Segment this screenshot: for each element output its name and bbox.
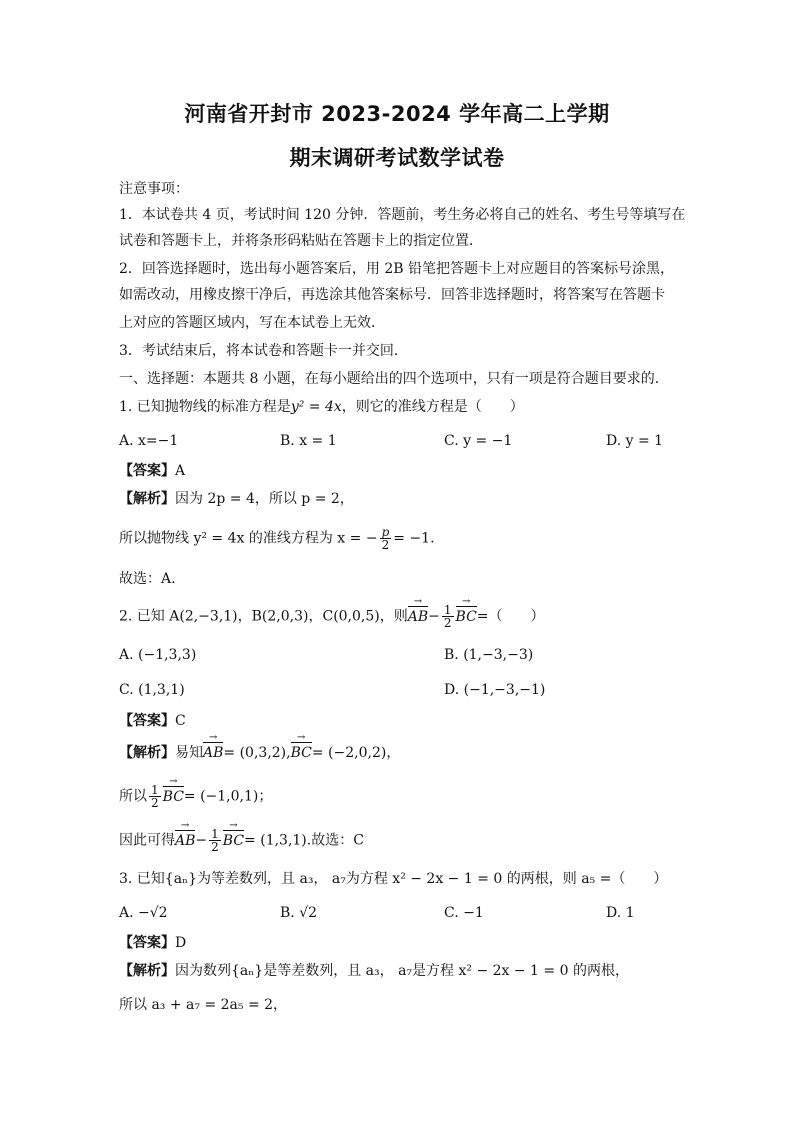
q1-equation: y² = 4x (290, 399, 342, 415)
q1-option-a: A. x=−1 (119, 433, 179, 449)
q2-option-a: A. (−1,3,3) (119, 647, 197, 663)
q1-analysis-1: 【解析】因为 2p = 4，所以 p = 2， (119, 491, 354, 507)
q2-analysis-3: 因此可得AB →− $\frac{1}{2}$ BC →= (1,3,1).故选：C (119, 828, 364, 853)
exam-title-line2: 期末调研考试数学试卷 (289, 146, 505, 170)
q3-analysis-2: 所以 a₃ + a₇ = 2a₅ = 2， (119, 997, 288, 1013)
q3-answer: 【答案】D (119, 935, 187, 951)
q1-option-d: D. y = 1 (606, 433, 664, 449)
q2-answer: 【答案】C (119, 713, 186, 729)
q3-option-b: B. √2 (280, 905, 318, 921)
q1-answer: 【答案】A (119, 463, 186, 479)
q3-option-c: C. −1 (444, 905, 484, 921)
q1-stem: 1. 已知抛物线的标准方程是y² = 4x，则它的准线方程是（ ） (119, 399, 524, 415)
note-3: 3．考试结束后，将本试卷和答题卡一并交回． (119, 343, 408, 359)
note-2-line-c: 上对应的答题区域内，写在本试卷上无效． (119, 315, 385, 331)
q2-analysis-1: 【解析】易知AB →= (0,3,2),BC →= (−2,0,2)， (119, 744, 400, 762)
q2-option-d: D. (−1,−3,−1) (444, 682, 546, 698)
q2-stem: 2. 已知 A(2,−3,1)，B(2,0,3)，C(0,0,5)，则AB →− $\frac{1}{2}$ BC →=（ ） (119, 604, 545, 629)
q1-analysis-2: 所以抛物线 y² = 4x 的准线方程为 x = − $\frac{p}{2}$ = −1. (119, 525, 435, 552)
exam-title-line1: 河南省开封市 2023-2024 学年高二上学期 (184, 102, 610, 126)
q2-analysis-2: 所以 $\frac{1}{2}$ BC →= (−1,0,1)； (119, 784, 272, 809)
note-1-line-a: 1．本试卷共 4 页，考试时间 120 分钟．答题前，考生务必将自己的姓名、考生号等填写在 (119, 207, 686, 223)
q3-stem: 3. 已知{aₙ}为等差数列，且 a₃， a₇为方程 x² − 2x − 1 = 0 的两根，则 a₅ =（ ） (119, 871, 668, 887)
q3-option-a: A. −√2 (119, 905, 168, 921)
note-2-line-a: 2．回答选择题时，选出每小题答案后，用 2B 铅笔把答题卡上对应题目的答案标号涂黑， (119, 261, 675, 277)
note-1-line-b: 试卷和答题卡上，并将条形码粘贴在答题卡上的指定位置． (119, 233, 483, 249)
q1-fraction: $\frac{p}{2}$ (381, 525, 390, 552)
q1-option-b: B. x = 1 (280, 433, 337, 449)
q2-option-c: C. (1,3,1) (119, 682, 185, 698)
notes-heading: 注意事项： (119, 181, 189, 197)
q1-conclusion: 故选：A. (119, 571, 176, 587)
q1-option-c: C. y = −1 (444, 433, 513, 449)
note-2-line-b: 如需改动，用橡皮擦干净后，再选涂其他答案标号．回答非选择题时，将答案写在答题卡 (119, 287, 665, 303)
q3-option-d: D. 1 (606, 905, 635, 921)
q2-option-b: B. (1,−3,−3) (444, 647, 534, 663)
q3-analysis-1: 【解析】因为数列{aₙ}是等差数列，且 a₃， a₇是方程 x² − 2x − 1 = 0 的两根， (119, 963, 629, 979)
section-1-heading: 一、选择题：本题共 8 小题，在每小题给出的四个选项中，只有一项是符合题目要求的． (119, 371, 669, 387)
